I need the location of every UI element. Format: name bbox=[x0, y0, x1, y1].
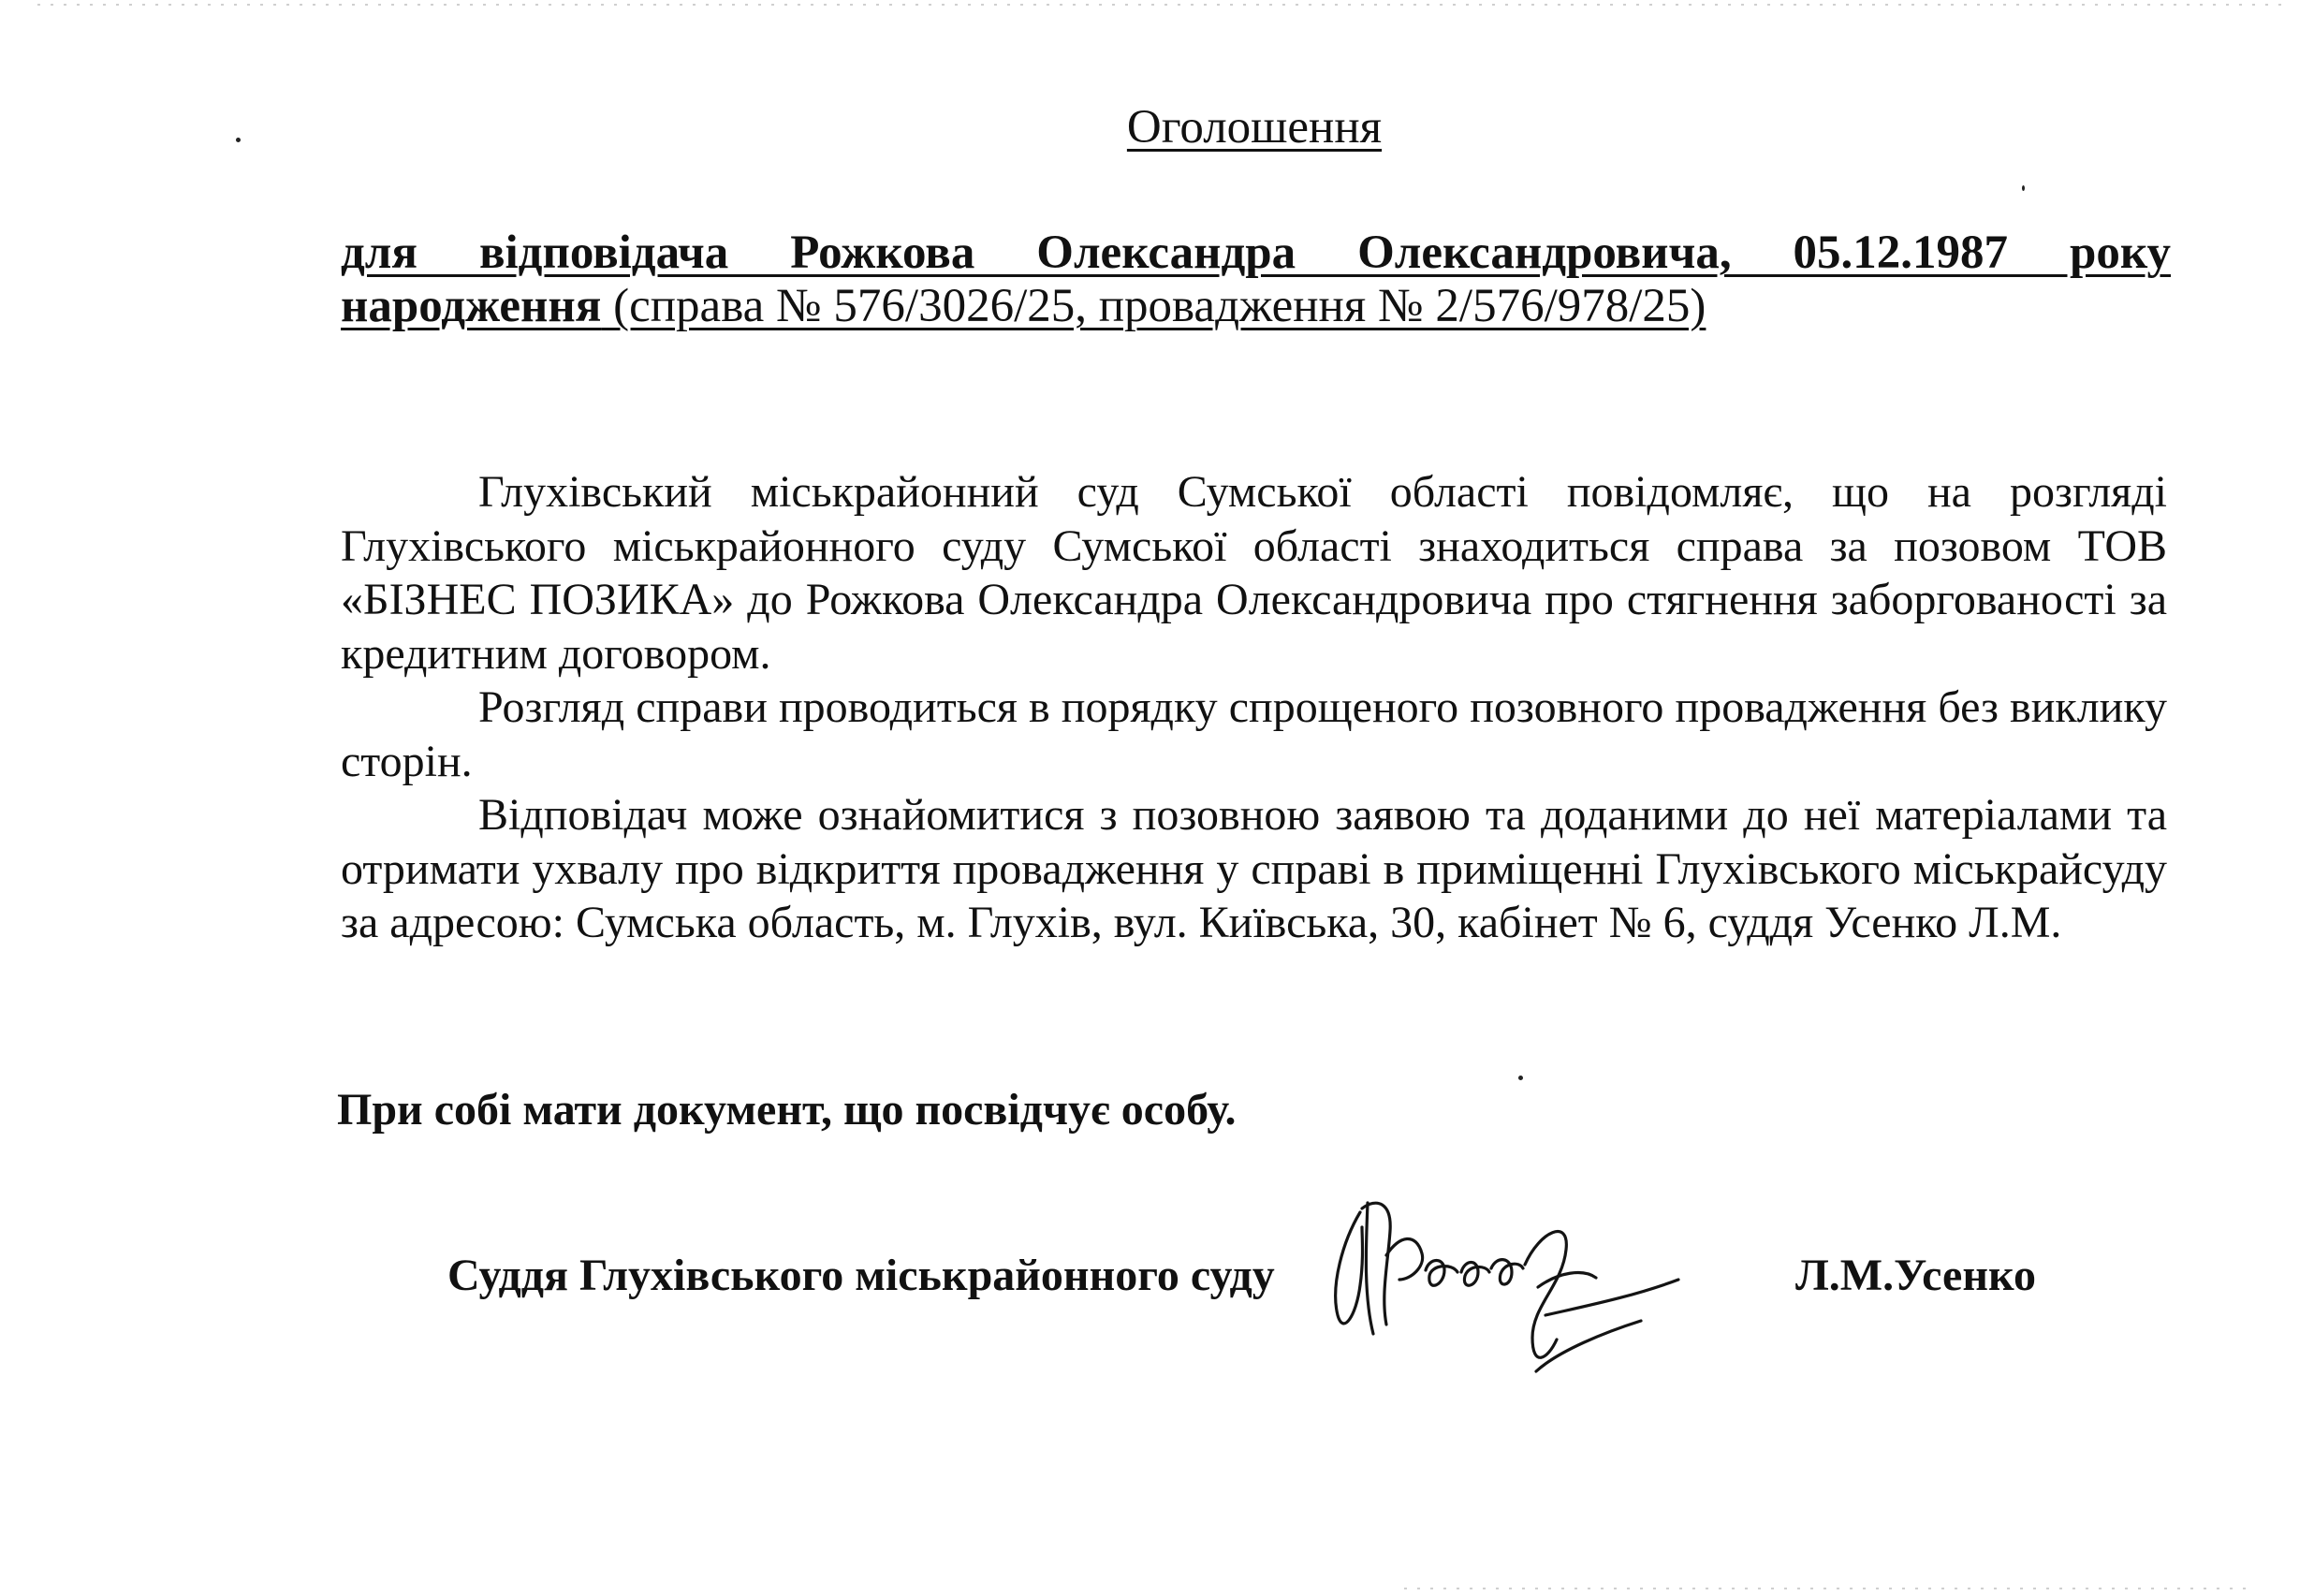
announcement-body bbox=[341, 465, 2167, 950]
paragraph: Розгляд справи проводиться в порядку спрощеного позовного провадження без виклику сторін. bbox=[341, 682, 2167, 786]
subject-line-1: для відповідача Рожкова Олександра Олександровича, 05.12.1987 року bbox=[341, 227, 2171, 279]
scan-speck bbox=[1518, 1076, 1523, 1080]
scan-speck bbox=[2022, 185, 2025, 191]
paragraph: Глухівський міськрайонний суд Сумської області повідомляє, що на розгляді Глухівського міськрайонного суду Сумської області знаходиться справа за позовом ТОВ «БІЗНЕС ПОЗИКА» до Рожкова Олександра Олександровича про стягнення заборгованості за кредитним договором. bbox=[341, 467, 2167, 679]
subject-birth-label: народження bbox=[341, 280, 602, 332]
case-subject bbox=[341, 227, 2171, 333]
scan-noise-bottom bbox=[1404, 1588, 2247, 1589]
id-document-notice: При собі мати документ, що посвідчує особу. bbox=[337, 1085, 1237, 1135]
signatory-name: Л.М.Усенко bbox=[1795, 1251, 2036, 1300]
subject-line-2 bbox=[341, 280, 2171, 333]
handwritten-signature bbox=[1325, 1175, 1736, 1399]
paragraph: Відповідач може ознайомитися з позовною заявою та доданими до неї матеріалами та отримати ухвалу про відкриття провадження у справі в приміщенні Глухівського міськрайсуду за адресою: Сумська область, м. Глухів, вул. Київська, 30, кабінет № 6, суддя Усенко Л.М. bbox=[341, 790, 2167, 947]
case-numbers: (справа № 576/3026/25, провадження № 2/576/978/25) bbox=[601, 280, 1706, 332]
scan-noise-top bbox=[37, 4, 2284, 6]
page-title: Оголошення bbox=[1126, 101, 1383, 154]
signatory-title: Суддя Глухівського міськрайонного суду bbox=[447, 1251, 1275, 1300]
